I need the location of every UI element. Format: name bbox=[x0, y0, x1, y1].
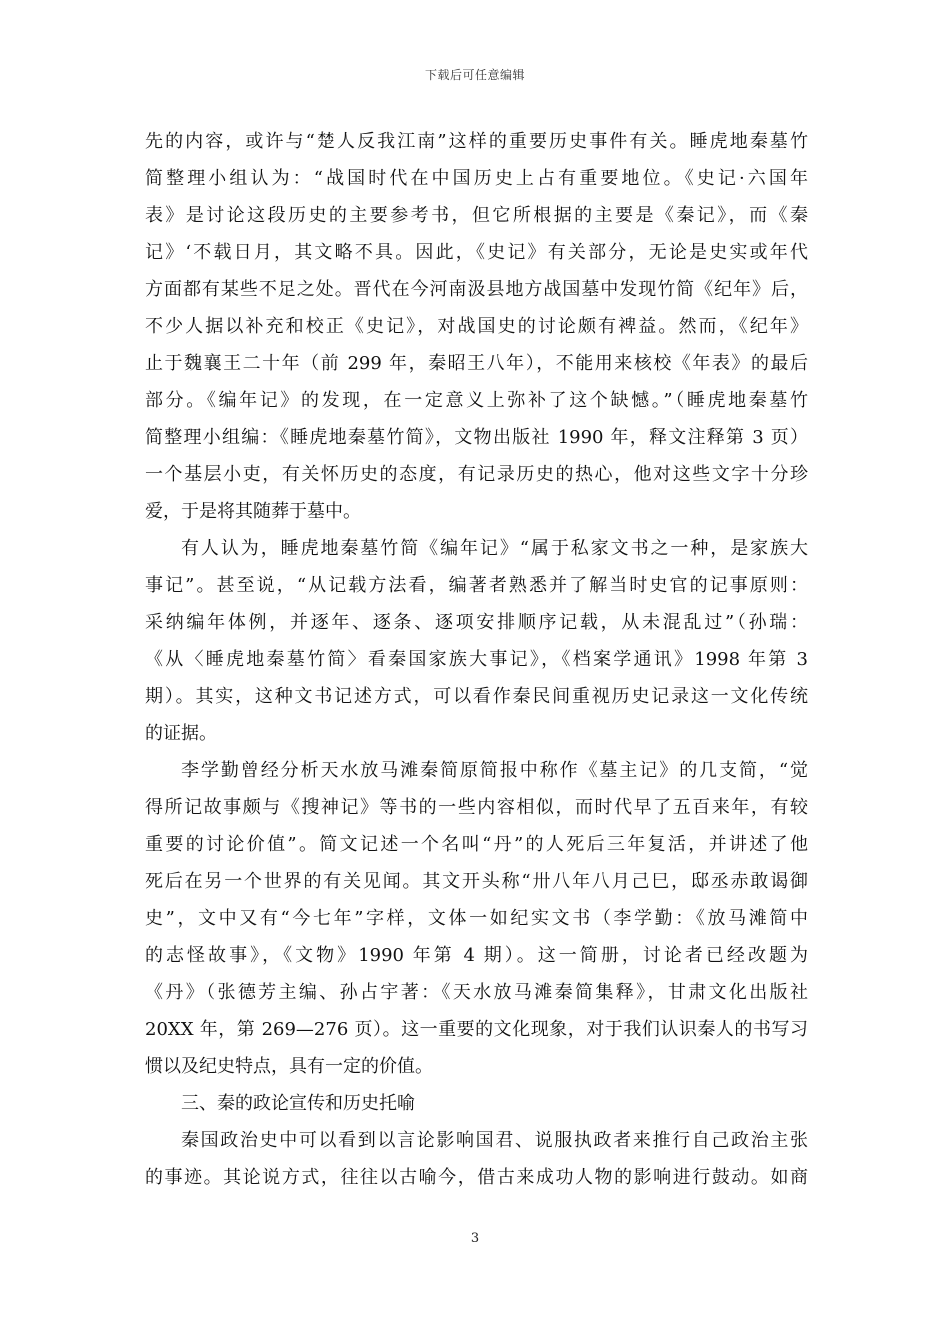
text-line: 得所记故事颇与《搜神记》等书的一些内容相似，而时代早了五百来年，有较 bbox=[145, 797, 808, 818]
text-line: 《从〈睡虎地秦墓竹简〉看秦国家族大事记》，《档案学通讯》1998 年第 3 bbox=[145, 649, 808, 670]
section-heading: 三、秦的政论宣传和历史托喻 bbox=[181, 1093, 415, 1114]
paragraph-first-line: 秦国政治史中可以看到以言论影响国君、说服执政者来推行自己政治主张 bbox=[181, 1130, 808, 1151]
text-line: 简整理小组编：《睡虎地秦墓竹简》，文物出版社 1990 年，释文注释第 3 页） bbox=[145, 427, 808, 448]
text-line: 惯以及纪史特点，具有一定的价值。 bbox=[145, 1056, 433, 1077]
text-line: 一个基层小吏，有关怀历史的态度，有记录历史的热心，他对这些文字十分珍 bbox=[145, 464, 808, 485]
text-line: 史”，文中又有“今七年”字样，文体一如纪实文书（李学勤：《放马滩简中 bbox=[145, 908, 808, 929]
page-header: 下载后可任意编辑 bbox=[424, 68, 525, 82]
text-line: 事记”。甚至说，“从记载方法看，编著者熟悉并了解当时史官的记事原则： bbox=[145, 575, 808, 596]
text-line: 方面都有某些不足之处。晋代在今河南汲县地方战国墓中发现竹简《纪年》后， bbox=[145, 279, 808, 300]
text-line: 表》是讨论这段历史的主要参考书，但它所根据的主要是《秦记》，而《秦 bbox=[145, 205, 808, 226]
text-line: 《丹》（张德芳主编、孙占宇著：《天水放马滩秦简集释》，甘肃文化出版社 bbox=[145, 982, 808, 1003]
text-line: 简整理小组认为：“战国时代在中国历史上占有重要地位。《史记·六国年 bbox=[145, 168, 808, 189]
text-line: 部分。《编年记》的发现，在一定意义上弥补了这个缺憾。”（睡虎地秦墓竹 bbox=[145, 390, 808, 411]
text-line: 爱，于是将其随葬于墓中。 bbox=[145, 501, 361, 522]
text-line: 记》‘不载日月，其文略不具。因此，《史记》有关部分，无论是史实或年代 bbox=[145, 242, 808, 263]
text-line: 止于魏襄王二十年（前 299 年，秦昭王八年），不能用来核校《年表》的最后 bbox=[145, 353, 808, 374]
paragraph-first-line: 李学勤曾经分析天水放马滩秦简原简报中称作《墓主记》的几支简，“觉 bbox=[181, 760, 808, 781]
text-line: 的证据。 bbox=[145, 723, 217, 744]
text-line: 采纳编年体例，并逐年、逐条、逐项安排顺序记载，从未混乱过”（孙瑞： bbox=[145, 612, 808, 633]
document-body bbox=[145, 123, 808, 1196]
paragraph-first-line: 有人认为，睡虎地秦墓竹简《编年记》“属于私家文书之一种，是家族大 bbox=[181, 538, 808, 559]
text-line: 期）。其实，这种文书记述方式，可以看作秦民间重视历史记录这一文化传统 bbox=[145, 686, 808, 707]
text-line: 不少人据以补充和校正《史记》，对战国史的讨论颇有裨益。然而，《纪年》 bbox=[145, 316, 808, 337]
text-line: 的志怪故事》，《文物》1990 年第 4 期）。这一简册，讨论者已经改题为 bbox=[145, 945, 808, 966]
text-line: 的事迹。其论说方式，往往以古喻今，借古来成功人物的影响进行鼓动。如商 bbox=[145, 1167, 808, 1188]
page-number: 3 bbox=[470, 1231, 480, 1246]
text-line: 死后在另一个世界的有关见闻。其文开头称“卅八年八月己巳，邸丞赤敢谒御 bbox=[145, 871, 808, 892]
text-line: 20XX 年，第 269—276 页）。这一重要的文化现象，对于我们认识秦人的书写习 bbox=[145, 1019, 808, 1040]
text-line: 重要的讨论价值”。简文记述一个名叫“丹”的人死后三年复活，并讲述了他 bbox=[145, 834, 808, 855]
text-line: 先的内容，或许与“楚人反我江南”这样的重要历史事件有关。睡虎地秦墓竹 bbox=[145, 131, 808, 152]
